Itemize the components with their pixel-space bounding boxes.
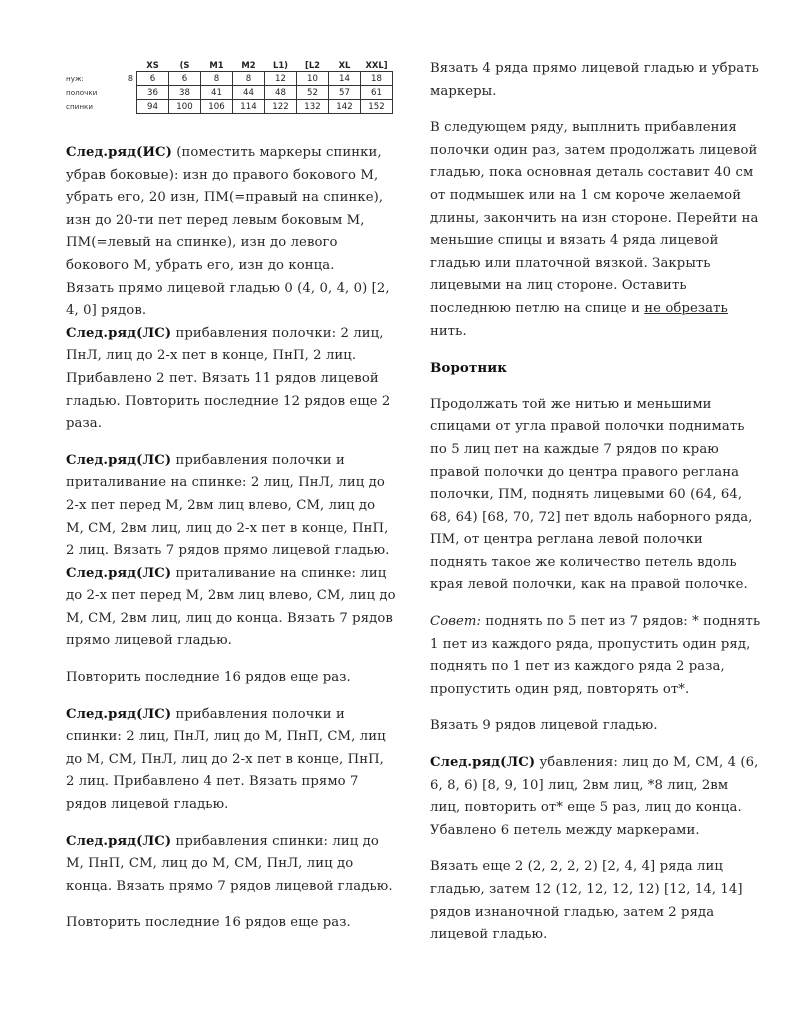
paragraph-text: поднять по 5 пет из 7 рядов: * поднять 1 пет из каждого ряда, пропустить один ряд, поднять по 1 пет из каждого ряда 2 раза, пропустить один ряд, повторять от*. [430, 614, 761, 697]
size-label: XS [146, 59, 159, 70]
sizes-grid [66, 58, 393, 114]
row-label: спинки [66, 102, 94, 111]
row-instruction-label: След.ряд(ЛС) [66, 565, 172, 581]
table-cell: 132 [297, 100, 329, 114]
paragraph: Продолжать той же нитью и меньшими спицами от угла правой полочки поднимать по 5 лиц пет на каждые 7 рядов по краю правой полочки до центра правого реглана полочки, ПМ, поднять лицевыми 60 (64, 64, 68, 64) [68, 70, 72] пет вдоль наборного ряда, ПМ, от центра реглана левой полочки поднять такое же количество петель вдоль края левой полочки, как на правой полочке. [430, 396, 753, 593]
table-cell: 8 [233, 72, 265, 86]
paragraph: Вязать еще 2 (2, 2, 2, 2) [2, 4, 4] ряда лиц гладью, затем 12 (12, 12, 12, 12) [12, 14, 14] рядов изнаночной гладью, затем 2 ряда лицевой гладью. [430, 859, 743, 943]
paragraph-text: прибавления полочки: 2 лиц, ПнЛ, лиц до 2-х пет в конце, ПнП, 2 лиц. Прибавлено 2 пет. Вязать 11 рядов лицевой гладью. Повторить последние 12 рядов еще 2 раза. [66, 325, 391, 432]
paragraph [66, 450, 396, 563]
table-cell: 48 [265, 86, 297, 100]
paragraph [66, 142, 396, 278]
paragraph-text: прибавления спинки: лиц до М, ПнП, СМ, лиц до М, СМ, ПнЛ, лиц до конца. Вязать прямо 7 рядов лицевой гладью. [66, 833, 393, 894]
row-instruction-label: След.ряд(ЛС) [66, 325, 172, 341]
size-label: XL [338, 59, 351, 70]
paragraph-text: (поместить маркеры спинки, убрав боковые): изн до правого бокового М, убрать его, 20 изн, ПМ(=правый на спинке), изн до 20-ти пет перед левым боковым М, ПМ(=левый на спинке), изн до левого бокового М, убрать его, изн до конца. [66, 145, 384, 273]
table-cell: 8 [201, 72, 233, 86]
paragraph [66, 323, 396, 436]
size-label: [L2 [305, 59, 320, 70]
table-cell: 38 [169, 86, 201, 100]
right-column [430, 58, 762, 947]
table-cell: 100 [169, 100, 201, 114]
table-cell: 12 [265, 72, 297, 86]
size-label: XXL] [365, 59, 388, 70]
table-cell: 122 [265, 100, 297, 114]
table-cell: 142 [329, 100, 361, 114]
paragraph-text: нить. [430, 323, 467, 339]
row-instruction-label: След.ряд(ЛС) [66, 706, 172, 722]
table-cell: 52 [297, 86, 329, 100]
paragraph [66, 831, 396, 899]
size-label: L1) [273, 59, 288, 70]
table-cell: 10 [297, 72, 329, 86]
section-heading: Воротник [430, 360, 508, 377]
size-table [66, 58, 396, 114]
table-cell: 44 [233, 86, 265, 100]
size-label: M2 [241, 59, 256, 70]
paragraph: Вязать 9 рядов лицевой гладью. [430, 718, 658, 734]
row-number [118, 100, 137, 114]
table-row [66, 100, 393, 114]
paragraph: Повторить последние 16 рядов еще раз. [66, 915, 351, 931]
table-cell: 152 [361, 100, 393, 114]
size-label: M1 [209, 59, 224, 70]
paragraph-text: приталивание на спинке: лиц до 2-х пет перед М, 2вм лиц влево, СМ, лиц до М, СМ, 2вм лиц, лиц до конца. Вязать 7 рядов прямо лицевой гладью. [66, 565, 396, 649]
row-label: нуж: [66, 74, 84, 83]
paragraph [430, 611, 762, 701]
paragraph: Повторить последние 16 рядов еще раз. [66, 670, 351, 686]
table-cell: 18 [361, 72, 393, 86]
table-cell: 106 [201, 100, 233, 114]
table-cell: 57 [329, 86, 361, 100]
paragraph [430, 752, 762, 842]
table-cell: 6 [137, 72, 169, 86]
size-header-row [66, 58, 393, 72]
size-label: (S [179, 59, 190, 70]
row-number: 8 [127, 74, 133, 83]
paragraph: Вязать прямо лицевой гладью 0 (4, 0, 4, 0) [2, 4, 0] рядов. [66, 280, 390, 319]
table-row [66, 72, 393, 86]
left-column [66, 142, 396, 935]
table-cell: 114 [233, 100, 265, 114]
row-instruction-label: След.ряд(ЛС) [66, 452, 172, 468]
paragraph [66, 563, 396, 653]
table-cell: 14 [329, 72, 361, 86]
paragraph-text: прибавления полочки и приталивание на спинке: 2 лиц, ПнЛ, лиц до 2-х пет перед М, 2вм лиц влево, СМ, лиц до М, СМ, 2вм лиц, лиц до 2-х пет в конце, ПнП, 2 лиц. Вязать 7 рядов прямо лицевой гладью. [66, 452, 390, 559]
table-row [66, 86, 393, 100]
row-instruction-label: След.ряд(ЛС) [66, 833, 172, 849]
tip-label: Совет: [430, 614, 482, 630]
table-cell: 6 [169, 72, 201, 86]
row-instruction-label: След.ряд(ИС) [66, 145, 172, 160]
paragraph [66, 704, 396, 817]
row-instruction-label: След.ряд(ЛС) [430, 755, 536, 771]
underlined-text: не обрезать [644, 300, 728, 316]
row-number [118, 86, 137, 100]
paragraph-text: В следующем ряду, выплнить прибавления полочки один раз, затем продолжать лицевой гладью, пока основная деталь составит 40 см от подмышек или на 1 см короче желаемой длины, закончить на изн стороне. Перейти на меньшие спицы и вязать 4 ряда лицевой гладью или платочной вязкой. Закрыть лицевыми на лиц стороне. Оставить последнюю петлю на спице и [430, 120, 759, 316]
paragraph [430, 117, 762, 343]
table-cell: 94 [137, 100, 169, 114]
row-label: полочки [66, 88, 98, 97]
table-cell: 36 [137, 86, 169, 100]
table-cell: 41 [201, 86, 233, 100]
paragraph-text: убавления: лиц до М, СМ, 4 (6, 6, 8, 6) [8, 9, 10] лиц, 2вм лиц, *8 лиц, 2вм лиц, повторить от* еще 5 раз, лиц до конца. Убавлено 6 петель между маркерами. [430, 755, 759, 838]
paragraph: Вязать 4 ряда прямо лицевой гладью и убрать маркеры. [430, 61, 759, 99]
table-cell: 61 [361, 86, 393, 100]
paragraph-text: прибавления полочки и спинки: 2 лиц, ПнЛ, лиц до М, ПнП, СМ, лиц до М, СМ, ПнЛ, лиц до 2-х пет в конце, ПнП, 2 лиц. Прибавлено 4 пет. Вязать прямо 7 рядов лицевой гладью. [66, 706, 386, 813]
